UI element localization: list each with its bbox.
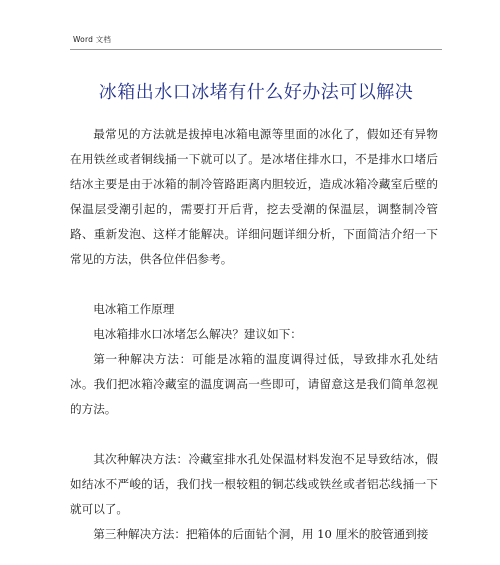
paragraph-method-3: 第三种解决方法：把箱体的后面钻个洞，用 10 厘米的胶管通到接: [93, 527, 429, 541]
header-divider: [70, 49, 442, 50]
document-body: [70, 122, 438, 547]
paragraph-method-2: 其次种解决方法：冷藏室排水孔处保温材料发泡不足导致结冰，假如结冰不严峻的话，我们找一根较粗的铜芯线或铁丝或者铝芯线捅一下就可以了。: [70, 452, 438, 516]
paragraph-question: 电冰箱排水口冰堵怎么解决？建议如下：: [93, 327, 302, 341]
paragraph-intro: 最常见的方法就是拔掉电冰箱电源等里面的冰化了，假如还有异物在用铁丝或者铜线捅一下就可以了。是冰堵住排水口，不是排水口堵后结冰主要是由于冰箱的制冷管路距离内胆较近，造成冰箱冷藏室后壁的保温层受潮引起的，需要打开后背，挖去受潮的保温层，调整制冷管路、重新发泡、这样才能解决。详细问题详细分析，下面简洁介绍一下常见的方法，供各位伴侣参考。: [70, 127, 438, 266]
paragraph-method-1: 第一种解决方法：可能是冰箱的温度调得过低，导致排水孔处结冰。我们把冰箱冷藏室的温度调高一些即可，请留意这是我们简单忽视的方法。: [70, 352, 438, 416]
document-type-label: Word 文档: [73, 35, 112, 44]
document-title: 冰箱出水口冰堵有什么好办法可以解决: [98, 82, 414, 103]
paragraph-spacer: [70, 422, 438, 447]
paragraph-section-heading: 电冰箱工作原理: [93, 302, 175, 316]
paragraph-spacer: [70, 272, 438, 297]
